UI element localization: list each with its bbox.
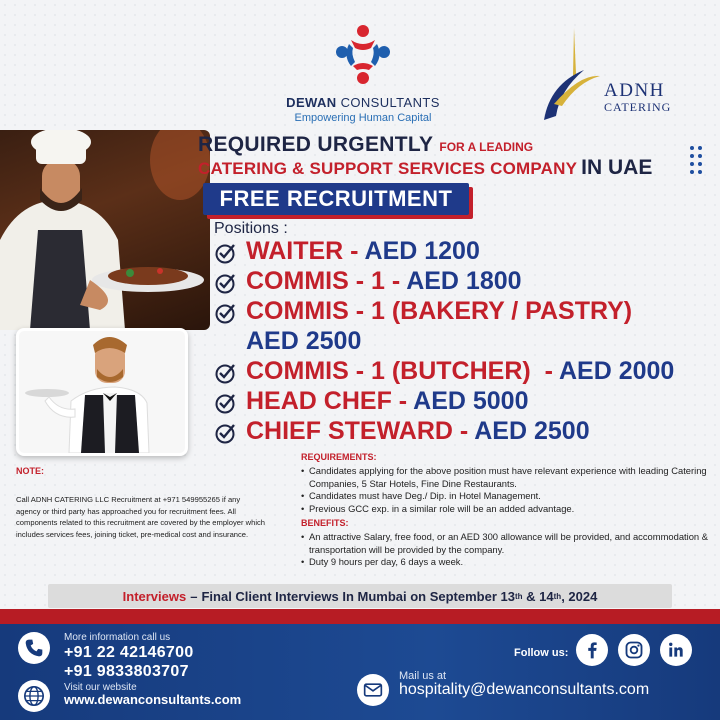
decorative-dots — [690, 146, 704, 180]
facebook-icon[interactable] — [576, 634, 608, 666]
adnh-catering-logo — [540, 24, 700, 124]
requirements-list — [301, 465, 711, 515]
benefits-title: BENEFITS: — [301, 518, 349, 528]
positions-label: Positions : — [214, 220, 288, 237]
linkedin-icon[interactable] — [660, 634, 692, 666]
company-heading: CATERING & SUPPORT SERVICES COMPANY IN UAE — [198, 156, 653, 179]
footer-red-stripe — [0, 609, 720, 624]
requirements-title: REQUIREMENTS: — [301, 452, 377, 462]
positions-list — [214, 236, 714, 446]
adnh-swoosh-icon — [540, 24, 604, 124]
chef-illustration — [0, 130, 210, 330]
checkbox-checked-icon — [214, 360, 238, 386]
checkbox-checked-icon — [214, 270, 238, 296]
globe-icon — [18, 680, 50, 712]
chef-photo — [0, 130, 210, 330]
required-urgently-heading: REQUIRED URGENTLY FOR A LEADING — [198, 133, 534, 156]
footer — [0, 624, 720, 720]
note-section — [16, 466, 266, 540]
dewan-people-icon — [331, 22, 395, 86]
checkbox-checked-icon — [214, 420, 238, 446]
position-item: CHIEF STEWARD - AED 2500 — [214, 416, 714, 446]
note-title: NOTE: — [16, 466, 44, 476]
mail-label: Mail us at — [399, 670, 447, 682]
phone-icon — [18, 632, 50, 664]
instagram-icon[interactable] — [618, 634, 650, 666]
checkbox-checked-icon — [214, 300, 238, 326]
phone-number-1[interactable]: +91 22 42146700 — [64, 644, 194, 661]
list-item: • An attractive Salary, free food, or an AED 300 allowance will be provided, and accommodation & transportation will be provided by the company. — [301, 531, 711, 556]
list-item: • Candidates applying for the above position must have relevant experience with leading Catering Companies, 5 Star Hotels, Fine Dine Restaurants. — [301, 465, 711, 490]
interviews-bar: Interviews – Final Client Interviews In Mumbai on September 13 th & 14 th , 2024 — [48, 584, 672, 608]
list-item: • Candidates must have Deg./ Dip. in Hotel Management. — [301, 490, 711, 503]
dewan-consultants-logo — [283, 22, 443, 124]
dewan-tagline: Empowering Human Capital — [294, 112, 432, 124]
checkbox-checked-icon — [214, 390, 238, 416]
position-item: HEAD CHEF - AED 5000 — [214, 386, 714, 416]
adnh-name: ADNH — [604, 80, 665, 101]
position-item: WAITER - AED 1200 — [214, 236, 714, 266]
benefits-list — [301, 531, 711, 569]
email-link[interactable]: hospitality@dewanconsultants.com — [399, 681, 650, 698]
position-item: COMMIS - 1 (BUTCHER) - AED 2000 — [214, 356, 714, 386]
list-item: • Duty 9 hours per day, 6 days a week. — [301, 556, 711, 569]
free-recruitment-banner: FREE RECRUITMENT — [203, 183, 469, 215]
requirements-section — [301, 452, 711, 569]
adnh-sub: CATERING — [604, 100, 672, 114]
phone-number-2[interactable]: +91 9833803707 — [64, 663, 189, 680]
list-item: • Previous GCC exp. in a similar role will be an added advantage. — [301, 503, 711, 516]
dewan-wordmark: DEWAN CONSULTANTS — [286, 95, 440, 110]
note-body: Call ADNH CATERING LLC Recruitment at +971 549955265 if any agency or third party has approached you for recruitment fees. All components related to this recruitment are covered by the employer which includes services fees, joining ticket, pre-medical cost and insurance. — [16, 495, 266, 539]
checkbox-checked-icon — [214, 240, 238, 266]
more-info-label: More information call us — [64, 632, 171, 643]
position-item: COMMIS - 1 - AED 1800 — [214, 266, 714, 296]
visit-website-label: Visit our website — [64, 682, 137, 693]
follow-us-label: Follow us: — [514, 647, 569, 659]
position-item: COMMIS - 1 (BAKERY / PASTRY) AED 2500 — [214, 296, 714, 356]
waiter-photo — [16, 328, 188, 456]
mail-icon — [357, 674, 389, 706]
waiter-illustration — [19, 331, 185, 453]
website-link[interactable]: www.dewanconsultants.com — [64, 692, 242, 707]
